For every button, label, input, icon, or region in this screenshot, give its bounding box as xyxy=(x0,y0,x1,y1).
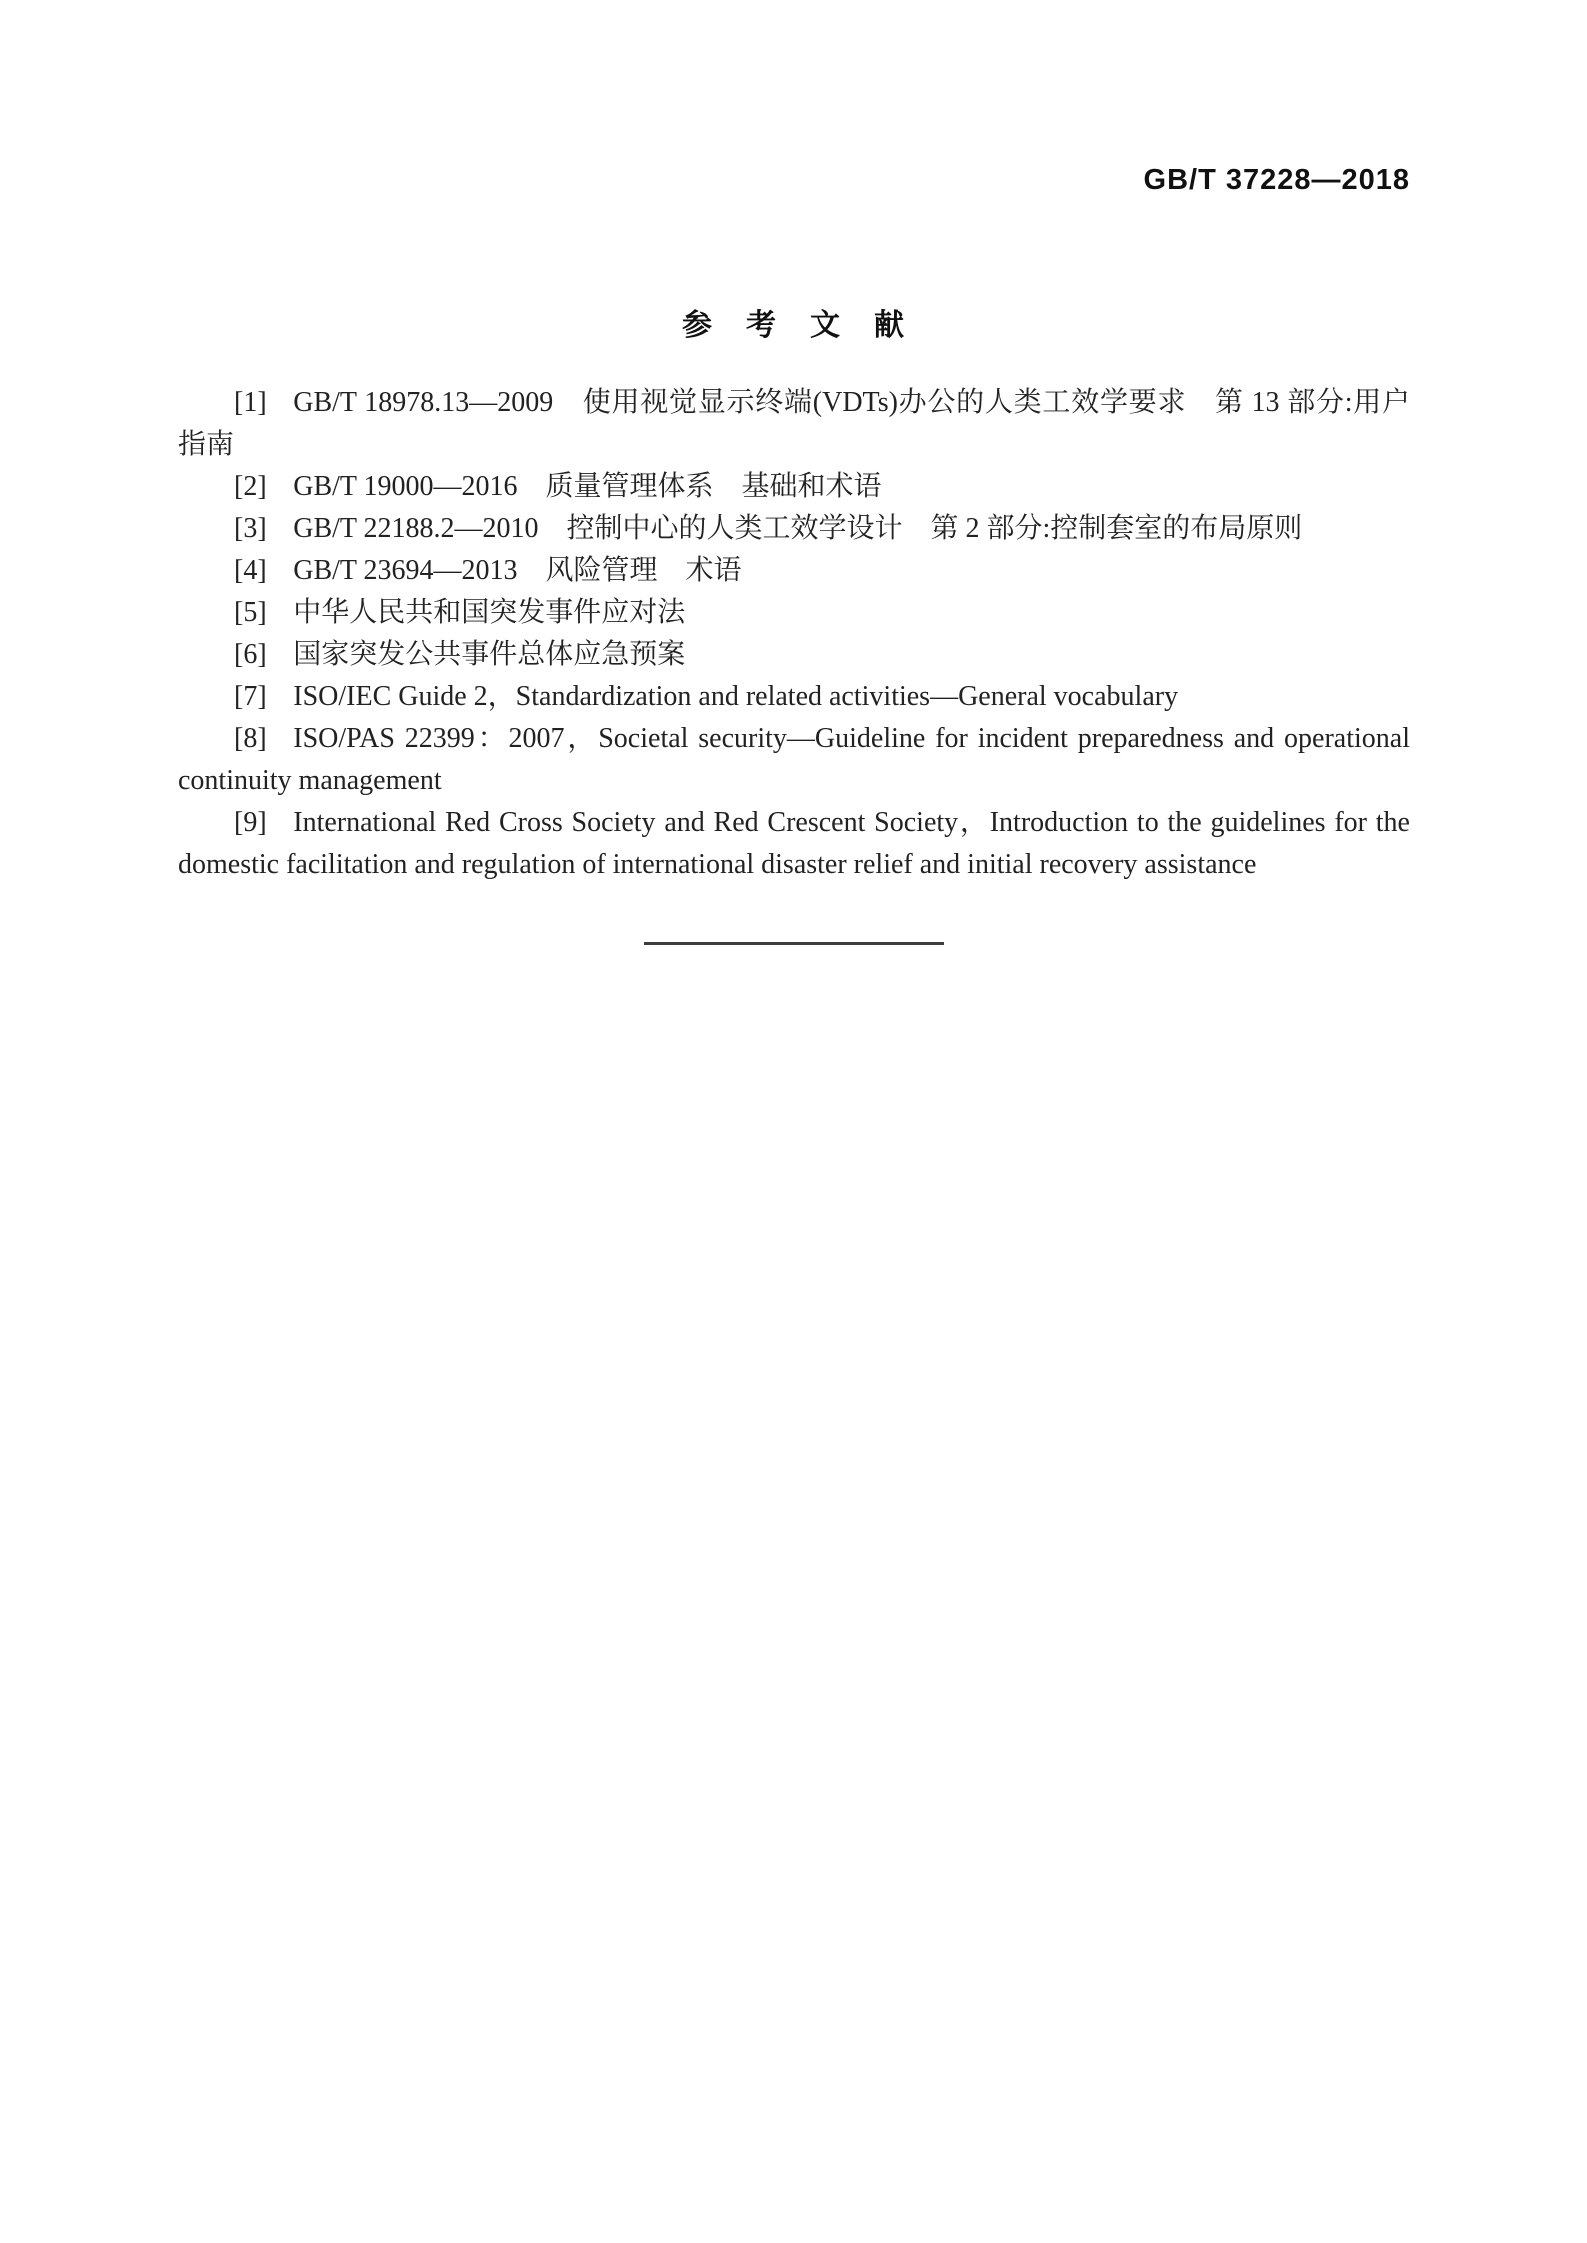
reference-text: ISO/PAS 22399：2007，Societal security—Guideline for incident preparedness and operational continuity management xyxy=(178,723,1410,796)
reference-text: 中华人民共和国突发事件应对法 xyxy=(293,597,686,628)
reference-text: International Red Cross Society and Red Crescent Society，Introduction to the guidelines for the domestic facilitation and regulation of international disaster relief and initial recovery assistance xyxy=(178,807,1410,880)
reference-item xyxy=(178,634,1410,676)
reference-item xyxy=(178,592,1410,634)
reference-label: [2] xyxy=(234,471,267,502)
reference-label: [4] xyxy=(234,555,267,586)
reference-item xyxy=(178,508,1410,550)
reference-list xyxy=(178,382,1410,886)
reference-item xyxy=(178,466,1410,508)
reference-text: GB/T 23694—2013 风险管理 术语 xyxy=(293,555,742,586)
reference-label: [9] xyxy=(234,807,267,838)
reference-label: [8] xyxy=(234,723,267,754)
reference-text: 国家突发公共事件总体应急预案 xyxy=(293,639,686,670)
reference-item xyxy=(178,802,1410,886)
reference-label: [7] xyxy=(234,681,267,712)
reference-label: [3] xyxy=(234,513,267,544)
reference-label: [5] xyxy=(234,597,267,628)
standard-number-header: GB/T 37228—2018 xyxy=(1143,164,1410,196)
reference-item xyxy=(178,382,1410,466)
reference-text: GB/T 18978.13—2009 使用视觉显示终端(VDTs)办公的人类工效学要求 第 13 部分:用户指南 xyxy=(178,387,1410,460)
reference-text: GB/T 19000—2016 质量管理体系 基础和术语 xyxy=(293,471,882,502)
reference-item xyxy=(178,676,1410,718)
reference-label: [1] xyxy=(234,387,267,418)
reference-label: [6] xyxy=(234,639,267,670)
section-title: 参 考 文 献 xyxy=(682,309,906,342)
reference-text: ISO/IEC Guide 2，Standardization and related activities—General vocabulary xyxy=(293,681,1179,712)
page-content xyxy=(178,300,1410,945)
reference-text: GB/T 22188.2—2010 控制中心的人类工效学设计 第 2 部分:控制套室的布局原则 xyxy=(293,513,1303,544)
reference-item xyxy=(178,550,1410,592)
end-of-document-divider xyxy=(644,942,944,945)
reference-item xyxy=(178,718,1410,802)
